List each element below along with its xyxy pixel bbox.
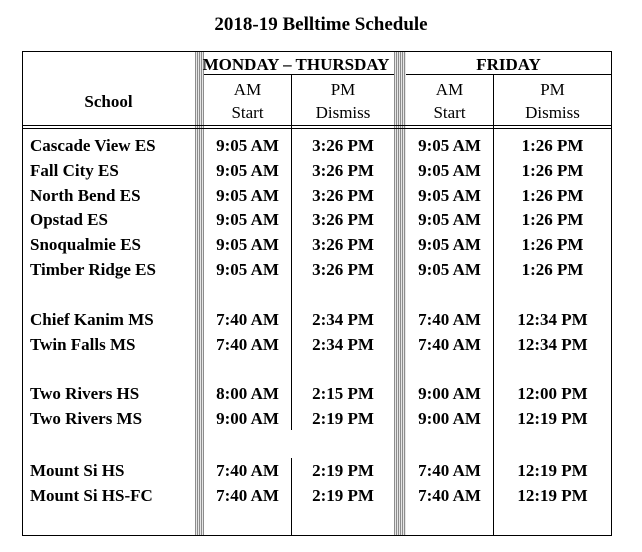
school-header: School	[84, 92, 133, 111]
mt-pm-dismiss: 2:34 PM	[312, 334, 374, 354]
school-name: Mount Si HS-FC	[30, 485, 153, 505]
school-name: Twin Falls MS	[30, 334, 136, 354]
mt-pm-dismiss: 2:19 PM	[312, 485, 374, 505]
mon-thu-header: MONDAY – THURSDAY	[202, 55, 390, 74]
f-pm-dismiss: 12:19 PM	[517, 461, 588, 480]
f-am-start: 7:40 AM	[418, 485, 481, 505]
f-pm-dismiss: 1:26 PM	[521, 210, 584, 230]
f-am-start: 9:05 AM	[418, 185, 481, 205]
mt-am-start: 7:40 AM	[216, 310, 279, 329]
f-am-start: 9:05 AM	[418, 260, 481, 279]
school-name: Opstad ES	[30, 210, 108, 230]
mt-am-subheader: Start	[231, 103, 264, 122]
f-am-start: 9:00 AM	[418, 408, 481, 428]
mt-am-start: 7:40 AM	[216, 485, 279, 505]
school-name: Chief Kanim MS	[30, 310, 154, 329]
f-pm-dismiss: 1:26 PM	[521, 136, 584, 155]
mt-pm-subheader: Dismiss	[315, 103, 371, 122]
f-am-start: 9:05 AM	[418, 160, 481, 180]
school-name: Mount Si HS	[30, 461, 125, 480]
mt-pm-dismiss: 2:15 PM	[312, 384, 374, 403]
mt-am-start: 9:05 AM	[216, 185, 279, 205]
school-name: Timber Ridge ES	[30, 260, 156, 279]
f-pm-subheader: Dismiss	[525, 103, 580, 122]
f-pm-header: PM	[540, 80, 565, 99]
school-name: Two Rivers HS	[30, 384, 140, 403]
friday-header: FRIDAY	[476, 55, 541, 74]
school-name: North Bend ES	[30, 185, 141, 205]
mt-am-start: 9:05 AM	[216, 136, 279, 155]
f-am-start: 9:05 AM	[418, 136, 481, 155]
f-am-start: 7:40 AM	[418, 334, 481, 354]
f-pm-dismiss: 1:26 PM	[521, 235, 584, 255]
f-am-start: 7:40 AM	[418, 461, 481, 480]
f-am-header: AM	[435, 80, 464, 99]
f-pm-dismiss: 12:19 PM	[517, 408, 588, 428]
mt-am-header: AM	[233, 80, 262, 99]
f-am-start: 7:40 AM	[418, 310, 481, 329]
f-pm-dismiss: 12:00 PM	[517, 384, 588, 403]
page-title: 2018-19 Belltime Schedule	[214, 14, 428, 35]
header-bottom-rule	[22, 125, 612, 126]
mt-am-start: 9:05 AM	[216, 160, 279, 180]
school-name: Fall City ES	[30, 160, 119, 180]
f-am-start: 9:05 AM	[418, 235, 481, 255]
mt-pm-dismiss: 3:26 PM	[312, 260, 374, 279]
school-name: Two Rivers MS	[30, 408, 143, 428]
mt-pm-dismiss: 3:26 PM	[312, 160, 374, 180]
mt-pm-dismiss: 3:26 PM	[312, 210, 374, 230]
f-am-start: 9:00 AM	[418, 384, 481, 403]
f-pm-dismiss: 1:26 PM	[521, 160, 584, 180]
school-name: Snoqualmie ES	[30, 235, 142, 255]
f-pm-dismiss: 12:19 PM	[517, 485, 588, 505]
f-pm-dismiss: 1:26 PM	[521, 260, 584, 279]
mt-am-start: 9:05 AM	[216, 210, 279, 230]
f-am-start: 9:05 AM	[418, 210, 481, 230]
f-pm-dismiss: 1:26 PM	[521, 185, 584, 205]
mt-pm-dismiss: 2:34 PM	[312, 310, 374, 329]
mt-am-start: 7:40 AM	[216, 461, 279, 480]
mt-am-start: 9:05 AM	[216, 235, 279, 255]
mt-pm-dismiss: 3:26 PM	[312, 136, 374, 155]
mt-am-start: 8:00 AM	[216, 384, 279, 403]
mt-pm-dismiss: 2:19 PM	[312, 461, 374, 480]
mt-pm-dismiss: 3:26 PM	[312, 185, 374, 205]
f-pm-dismiss: 12:34 PM	[517, 310, 588, 329]
mt-pm-dismiss: 2:19 PM	[312, 408, 374, 428]
mt-am-start: 9:00 AM	[216, 408, 279, 428]
f-am-subheader: Start	[433, 103, 466, 122]
f-pm-dismiss: 12:34 PM	[517, 334, 588, 354]
mt-pm-header: PM	[330, 80, 356, 99]
header-bottom-rule	[22, 128, 612, 129]
mt-am-start: 9:05 AM	[216, 260, 279, 279]
mt-am-start: 7:40 AM	[216, 334, 279, 354]
school-name: Cascade View ES	[30, 136, 156, 155]
mt-pm-dismiss: 3:26 PM	[312, 235, 374, 255]
